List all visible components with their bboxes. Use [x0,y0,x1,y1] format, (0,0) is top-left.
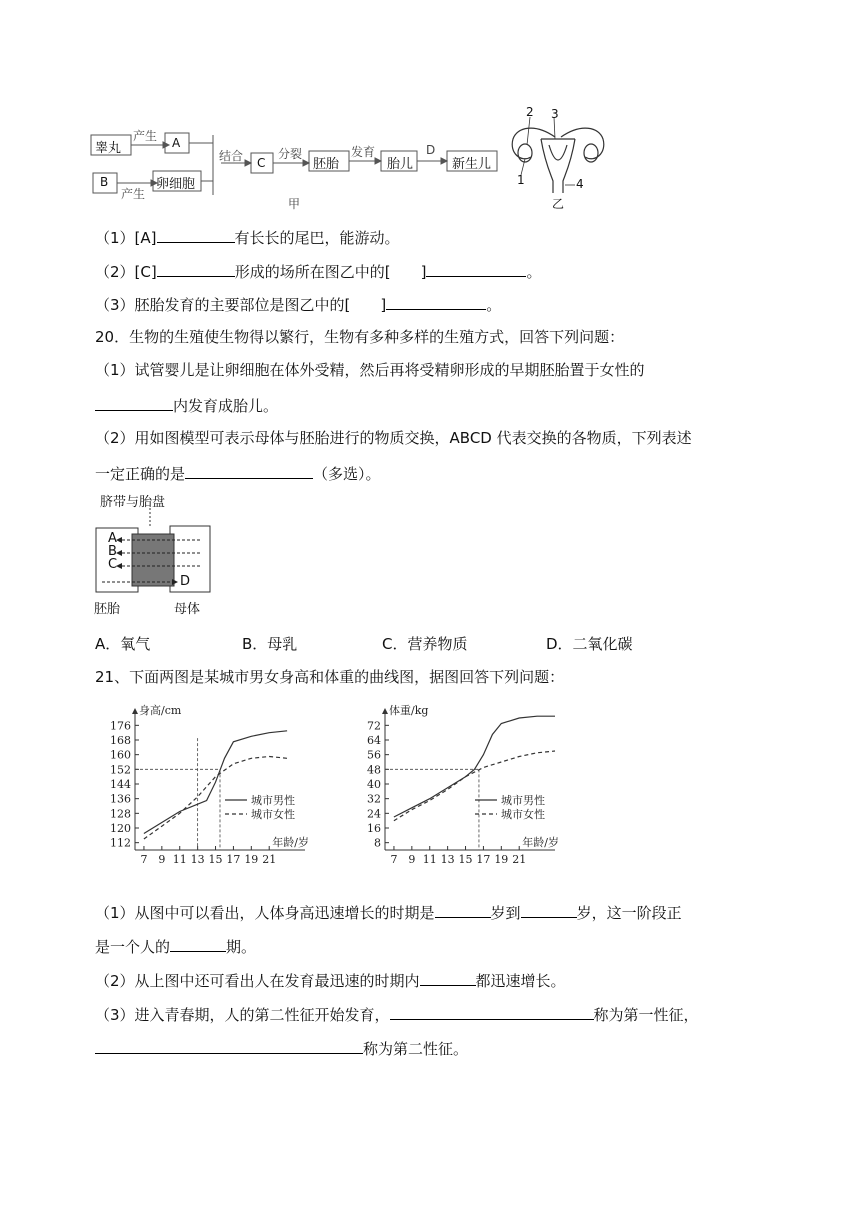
blank-21-3a[interactable] [390,1003,594,1020]
x-tick-label: 15 [458,853,473,865]
label-num-3: 3 [551,107,559,121]
height-chart-svg [95,700,320,865]
legend-label: 城市男性 [501,794,545,807]
q19-part2-close: ] [420,263,427,281]
q20-part1-line1: （1）试管婴儿是让卵细胞在体外受精，然后再将受精卵形成的早期胚胎置于女性的 [95,361,645,379]
x-tick-label: 19 [494,853,509,865]
x-tick-label: 9 [158,853,166,865]
y-tick-label: 168 [110,734,131,747]
blank-19-2b[interactable] [426,260,526,277]
y-tick-label: 40 [367,778,381,791]
q21-part3-suffix: 称为第二性征。 [363,1040,469,1058]
blank-21-1b[interactable] [521,901,577,918]
blank-19-3[interactable] [386,293,486,310]
blank-21-1c[interactable] [170,935,226,952]
label-num-4: 4 [576,177,584,191]
q21-part1-line1 [95,901,682,923]
blank-19-1[interactable] [157,226,235,243]
q21-part3-line1 [95,1003,699,1025]
q21-part3-prefix: （3）进入青春期，人的第二性征开始发育， [95,1006,390,1024]
model-label-a: A [108,531,117,546]
y-tick-label: 128 [110,807,131,821]
q19-part1 [95,226,400,248]
q21-part2-suffix: 都迅速增长。 [475,972,566,990]
label-yi: 乙 [552,197,565,211]
q21-part2 [95,969,566,991]
legend-label: 城市女性 [501,808,545,821]
y-tick-label: 152 [110,763,131,777]
label-testis: 睾丸 [95,141,122,156]
x-tick-label: 17 [476,853,491,865]
model-label-d: D [180,574,191,589]
q20-part1-text: 内发育成胎儿。 [173,397,279,415]
label-produce2: 产生 [121,187,146,201]
x-tick-label: 11 [422,853,437,865]
y-tick-label: 160 [110,748,131,762]
label-fetus: 胎儿 [387,157,414,172]
exchange-model [92,490,222,620]
y-tick-label: 72 [367,719,381,733]
q20-part2-line1: （2）用如图模型可表示母体与胚胎进行的物质交换，ABCD 代表交换的各物质，下列表述 [95,429,692,447]
legend-label: 城市女性 [251,808,295,821]
option-d[interactable]: D．二氧化碳 [546,635,633,653]
q21-part1-suffix: 岁，这一阶段正 [576,904,682,922]
model-placenta [132,534,174,586]
label-num-1: 1 [517,173,525,187]
q21-part1-mid: 岁到 [490,904,521,922]
q21-part3-mid: 称为第一性征， [593,1006,699,1024]
x-tick-label: 19 [244,853,259,865]
label-produce1: 产生 [133,129,158,143]
weight-chart [345,700,570,865]
label-b: B [100,175,109,189]
label-c: C [257,156,266,170]
y-axis-label: 身高/cm [139,704,182,717]
y-tick-label: 16 [367,822,381,835]
label-newborn: 新生儿 [452,157,492,172]
q20-stem: 20．生物的生殖使生物得以繁行，生物有多种多样的生殖方式，回答下列问题： [95,328,625,346]
model-label-b: B [108,544,117,559]
q19-part2-prefix: （2）[C] [95,263,157,281]
q21-part1-line2-suffix: 期。 [226,938,257,956]
option-a[interactable]: A．氧气 [95,635,151,653]
x-tick-label: 11 [172,853,187,865]
x-tick-label: 15 [208,853,223,865]
x-tick-label: 13 [440,853,455,865]
height-chart [95,700,320,865]
uterus-diagram [505,105,615,215]
y-tick-label: 112 [110,836,131,850]
blank-21-1a[interactable] [435,901,491,918]
q20-part1-line2 [95,394,278,416]
option-b[interactable]: B．母乳 [242,635,298,653]
q20-part2-line2 [95,462,381,484]
y-tick-label: 176 [110,719,131,733]
option-c[interactable]: C．营养物质 [382,635,468,653]
q20-part2-text: （多选）。 [313,465,381,483]
label-combine: 结合 [219,149,244,163]
blank-19-2a[interactable] [157,260,235,277]
y-tick-label: 24 [367,807,381,821]
x-tick-label: 9 [408,853,416,865]
label-split: 分裂 [278,147,303,161]
blank-21-2[interactable] [420,969,476,986]
y-tick-label: 32 [367,792,381,806]
q21-part1-line2 [95,935,256,957]
q19-part3-prefix: （3）胚胎发育的主要部位是图乙中的[ [95,296,351,314]
q20-part2-prefix: 一定正确的是 [95,465,186,483]
q19-part3-end: 。 [486,296,502,314]
x-tick-label: 13 [190,853,205,865]
q21-stem: 21、下面两图是某城市男女身高和体重的曲线图，据图回答下列问题： [95,668,565,686]
x-tick-label: 7 [140,853,148,865]
label-embryo: 胚胎 [313,157,340,172]
blank-21-3b[interactable] [95,1037,363,1054]
y-axis-arrow [132,708,138,714]
q21-part1-line2-prefix: 是一个人的 [95,938,171,956]
q19-part3-close: ] [380,296,387,314]
q19-part2-text: 形成的场所在图乙中的[ [234,263,391,281]
y-tick-label: 48 [367,763,381,777]
q21-part2-prefix: （2）从上图中还可看出人在发育最迅速的时期内 [95,972,420,990]
q21-part3-line2 [95,1037,468,1059]
label-jia: 甲 [288,197,301,211]
q19-part2 [95,260,541,282]
label-num-2: 2 [526,105,534,119]
label-a: A [172,136,181,150]
y-tick-label: 64 [367,734,381,747]
q19-part1-prefix: （1）[A] [95,229,157,247]
x-axis-label: 年龄/岁 [522,836,559,849]
y-tick-label: 8 [374,836,381,850]
x-tick-label: 7 [390,853,398,865]
flow-diagram [85,105,515,215]
x-tick-label: 21 [262,853,277,865]
y-tick-label: 144 [110,778,131,791]
y-axis-label: 体重/kg [389,704,429,717]
model-label-embryo: 胚胎 [94,602,121,617]
y-tick-label: 136 [110,792,131,806]
q19-part1-text: 有长长的尾巴，能游动。 [234,229,400,247]
label-d: D [426,143,436,157]
blank-20-2[interactable] [185,462,313,479]
q21-part1-prefix: （1）从图中可以看出，人体身高迅速增长的时期是 [95,904,435,922]
model-title: 脐带与胎盘 [100,495,166,510]
y-tick-label: 56 [367,748,381,762]
label-egg: 卵细胞 [156,177,196,192]
q19-part3 [95,293,501,315]
x-tick-label: 21 [512,853,527,865]
weight-chart-svg [345,700,570,865]
y-tick-label: 120 [110,822,131,835]
y-axis-arrow [382,708,388,714]
x-axis-label: 年龄/岁 [272,836,309,849]
legend-label: 城市男性 [251,794,295,807]
q19-part2-end: 。 [526,263,542,281]
blank-20-1[interactable] [95,394,173,411]
model-label-c: C [108,557,118,572]
label-develop: 发育 [351,145,376,159]
x-tick-label: 17 [226,853,241,865]
model-label-mother: 母体 [174,602,201,617]
